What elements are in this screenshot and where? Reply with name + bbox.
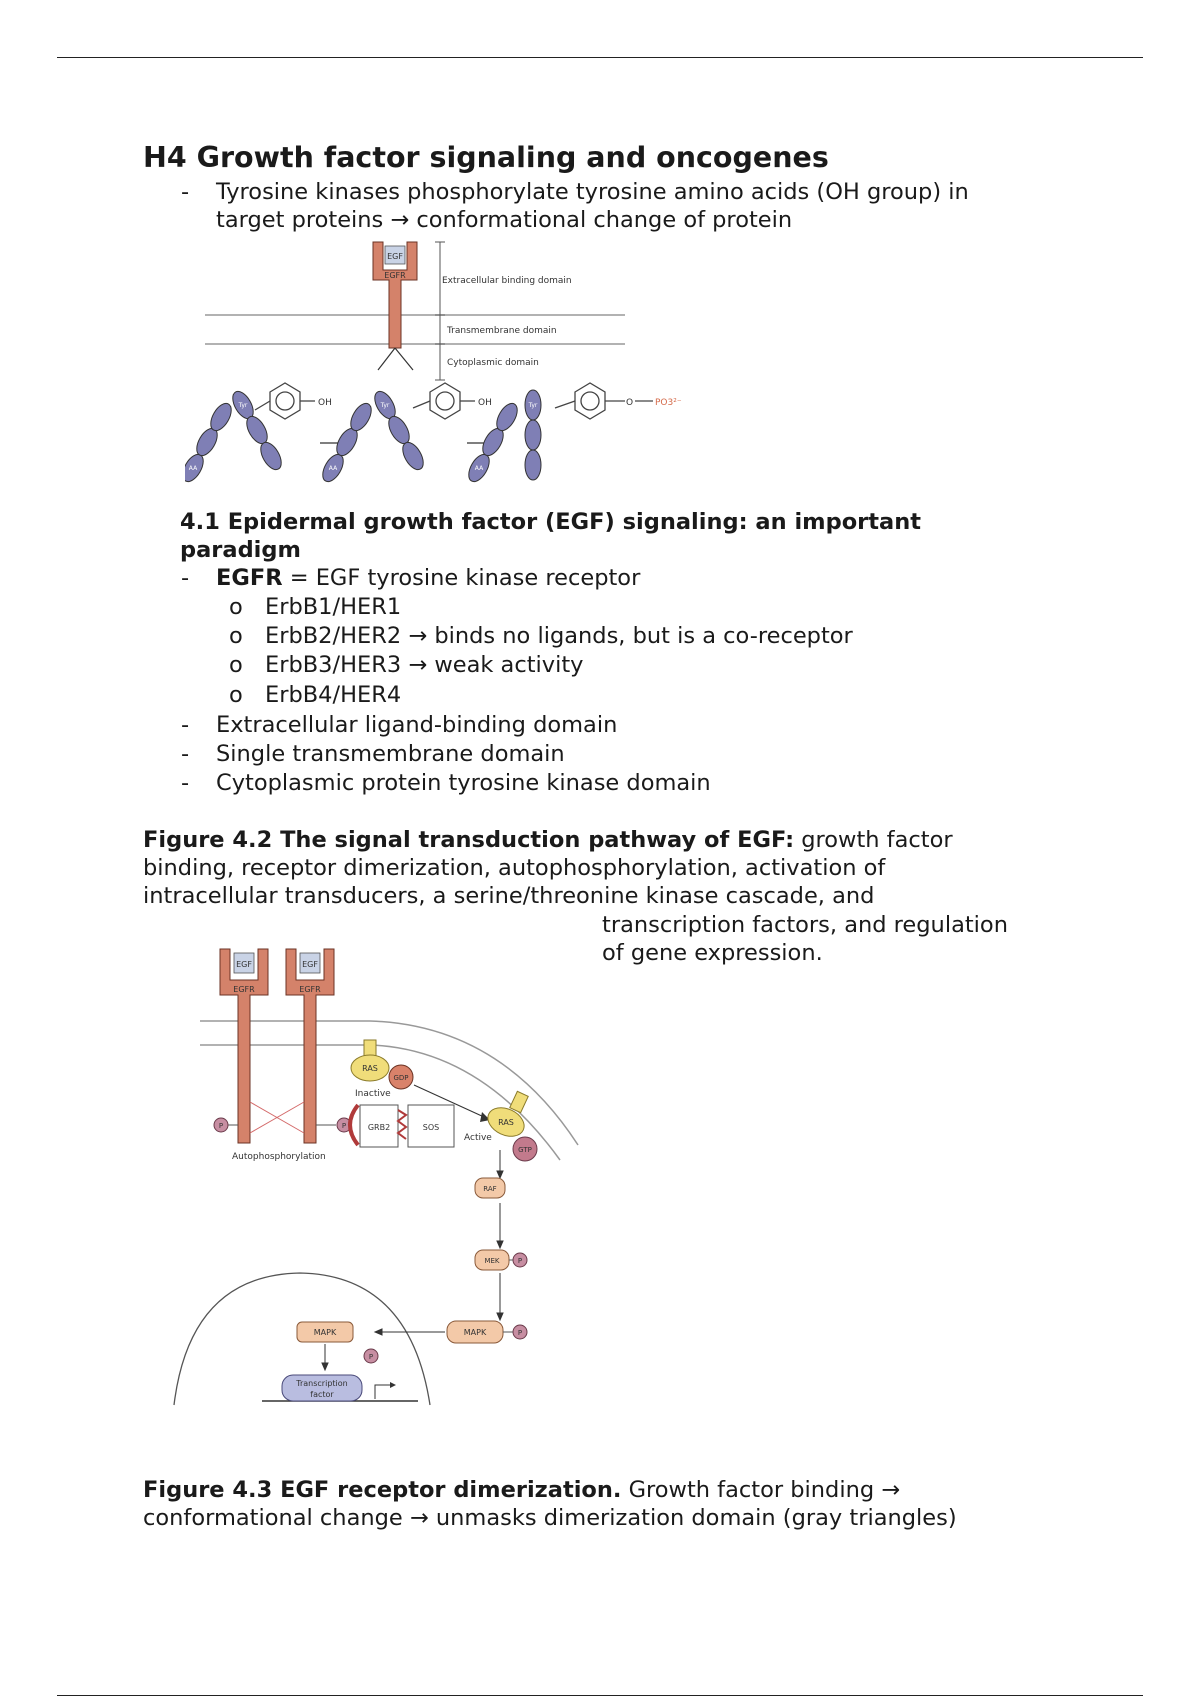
egfr-definition [216, 564, 640, 592]
domain-bullet-3: Cytoplasmic protein tyrosine kinase domain [216, 770, 711, 796]
domain-bullet-1: Extracellular ligand-binding domain [216, 712, 618, 738]
oh-label-2: OH [478, 398, 492, 408]
active-label: Active [464, 1133, 492, 1143]
egf-label: EGF [236, 960, 252, 969]
inactive-label: Inactive [355, 1089, 391, 1099]
factor-label: factor [310, 1390, 334, 1399]
extracellular-domain-label: Extracellular binding domain [442, 276, 572, 286]
egfr-label: EGFR [299, 985, 321, 994]
figure-4-3-caption-title: Figure 4.3 EGF receptor dimerization. [143, 1477, 622, 1503]
figure-4-2-caption-title: Figure 4.2 The signal transduction pathway of EGF: [143, 827, 795, 853]
phosphate-label: P [517, 1329, 523, 1337]
bullet-dash: - [181, 741, 190, 767]
figure-4-2-caption-line-3: intracellular transducers, a serine/threonine kinase cascade, and [143, 883, 875, 909]
po3-label: PO3²⁻ [655, 398, 682, 408]
transmembrane-domain-label: Transmembrane domain [447, 326, 557, 336]
figure-4-3-caption-line-2: conformational change → unmasks dimerization domain (gray triangles) [143, 1505, 957, 1531]
phosphate-label: P [368, 1353, 374, 1361]
sub-marker: o [229, 652, 243, 678]
cytoplasmic-domain-label: Cytoplasmic domain [447, 358, 539, 368]
phosphate-label: P [517, 1257, 523, 1265]
bullet-dash: - [181, 565, 190, 591]
gtp-label: GTP [518, 1146, 532, 1154]
mapk-nucleus-label: MAPK [313, 1328, 337, 1337]
mek-label: MEK [484, 1257, 500, 1265]
ras-active-label: RAS [498, 1118, 514, 1127]
bullet-dash: - [181, 179, 190, 205]
oh-label-1: OH [318, 398, 332, 408]
egfr-label: EGFR [384, 271, 406, 280]
tyr-label-2: Tyr [380, 402, 390, 409]
figure-4-2-caption-line-5: of gene expression. [602, 940, 823, 966]
autophosphorylation-label: Autophosphorylation [232, 1152, 326, 1162]
figure-4-2-caption-text: growth factor [794, 827, 953, 853]
erbb-item-2: ErbB2/HER2 → binds no ligands, but is a co-receptor [265, 623, 853, 649]
raf-label: RAF [483, 1185, 497, 1193]
bullet-dash: - [181, 770, 190, 796]
phosphate-label: P [341, 1122, 347, 1130]
erbb-item-4: ErbB4/HER4 [265, 682, 402, 708]
sub-marker: o [229, 594, 243, 620]
page-heading: H4 Growth factor signaling and oncogenes [143, 141, 829, 174]
intro-line-2: target proteins → conformational change of protein [216, 207, 793, 233]
section-4-1-title-line-1: 4.1 Epidermal growth factor (EGF) signaling: an important [180, 509, 921, 535]
egfr-definition-text: = EGF tyrosine kinase receptor [282, 565, 641, 591]
figure-4-2-caption-line-2: binding, receptor dimerization, autophosphorylation, activation of [143, 855, 886, 881]
aa-label-2: AA [328, 465, 338, 472]
erbb-item-1: ErbB1/HER1 [265, 594, 402, 620]
sos-label: SOS [422, 1123, 440, 1132]
figure-4-3-caption-text: Growth factor binding → [621, 1477, 901, 1503]
section-4-1-title-line-2: paradigm [180, 537, 301, 563]
tyr-label-3: Tyr [528, 402, 538, 409]
mapk-cytoplasm-label: MAPK [463, 1328, 487, 1337]
ras-inactive-label: RAS [362, 1064, 378, 1073]
egf-label: EGF [302, 960, 318, 969]
egfr-phosphorylation-figure [185, 240, 745, 502]
bullet-dash: - [181, 712, 190, 738]
aa-label-1: AA [188, 465, 198, 472]
aa-label-3: AA [474, 465, 484, 472]
intro-line-1: Tyrosine kinases phosphorylate tyrosine amino acids (OH group) in [216, 179, 969, 205]
bottom-rule [57, 1695, 1143, 1696]
tyr-label-1: Tyr [238, 402, 248, 409]
sub-marker: o [229, 682, 243, 708]
egfr-term: EGFR [216, 565, 283, 591]
egf-label: EGF [387, 252, 403, 261]
sub-marker: o [229, 623, 243, 649]
egfr-label: EGFR [233, 985, 255, 994]
grb2-label: GRB2 [367, 1123, 391, 1132]
figure-4-2-caption-line-4: transcription factors, and regulation [602, 912, 1008, 938]
domain-bullet-2: Single transmembrane domain [216, 741, 565, 767]
erbb-item-3: ErbB3/HER3 → weak activity [265, 652, 584, 678]
transcription-label: Transcription [296, 1379, 348, 1388]
phosphate-label: P [218, 1122, 224, 1130]
egf-pathway-figure [170, 945, 590, 1407]
figure-4-3-caption-line-1 [143, 1476, 900, 1504]
o-label: O [626, 398, 634, 408]
top-rule [57, 57, 1143, 58]
figure-4-2-caption-line-1 [143, 826, 953, 854]
gdp-label: GDP [393, 1074, 409, 1082]
